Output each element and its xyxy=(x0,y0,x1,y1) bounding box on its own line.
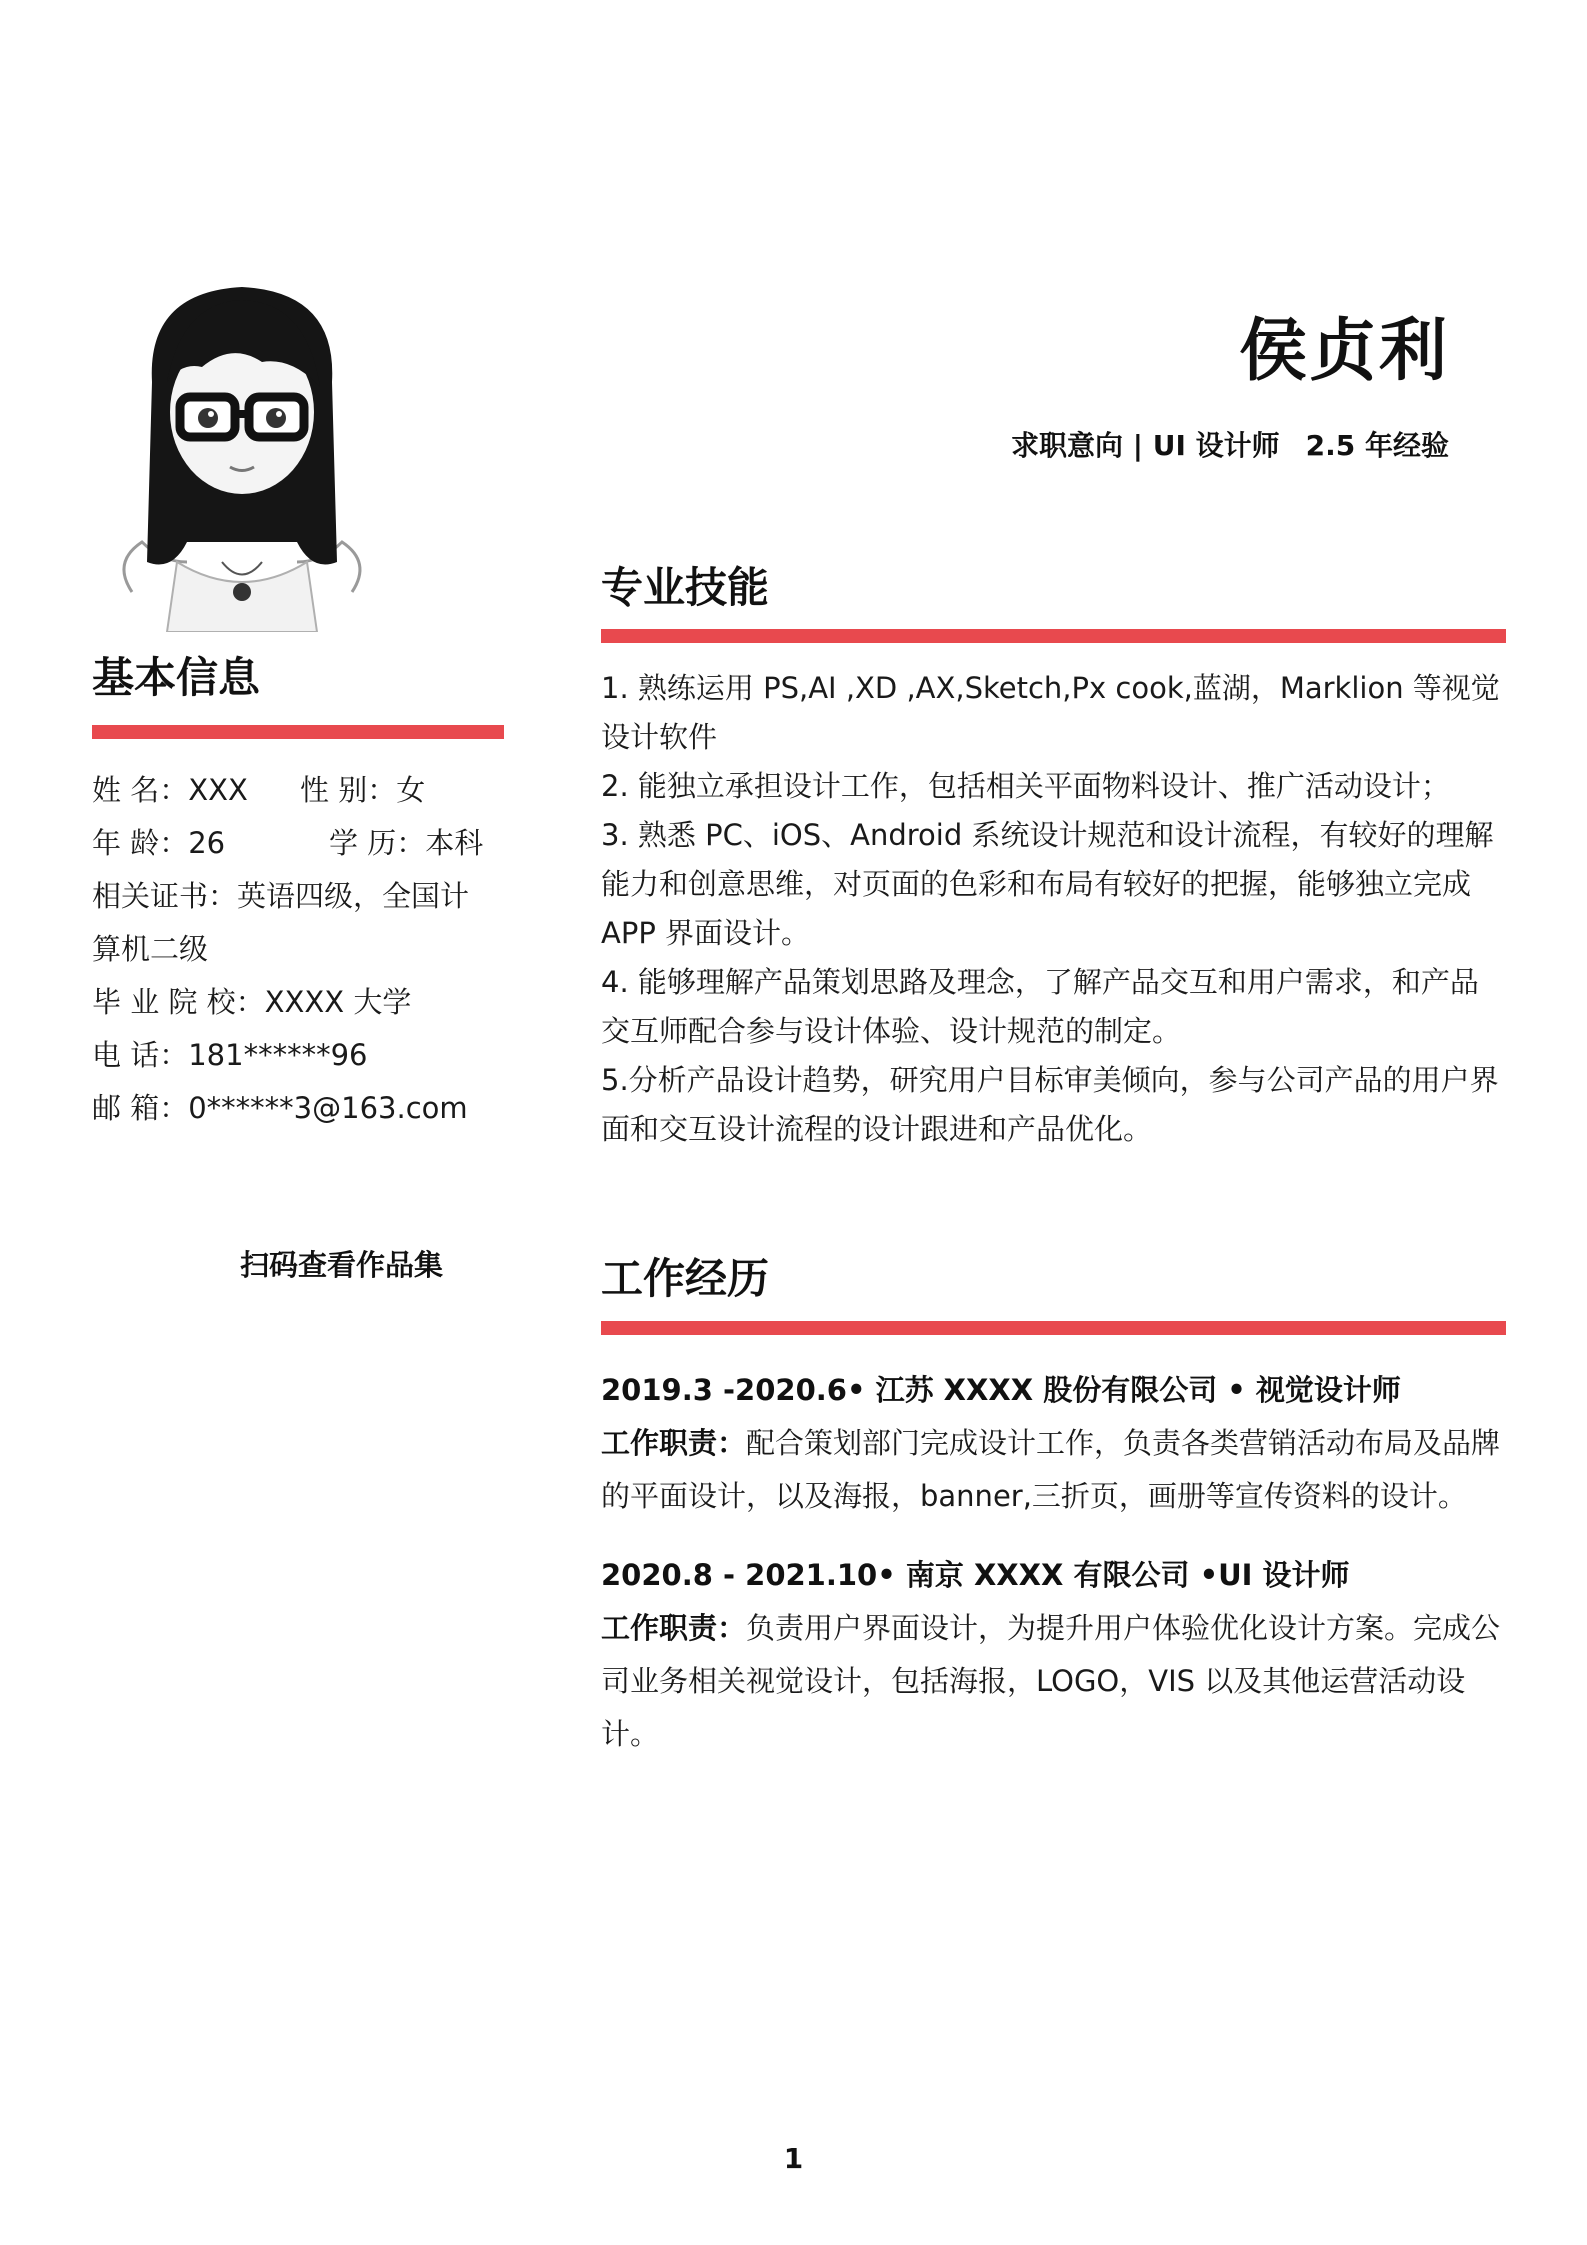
age-value: 26 xyxy=(188,826,226,860)
gender-label: 性 别： xyxy=(300,773,397,807)
school-value: XXXX 大学 xyxy=(264,985,412,1019)
job-heading: 2020.8 - 2021.10• 南京 XXXX 有限公司 •UI 设计师 xyxy=(601,1558,1350,1592)
phone-label: 电 话： xyxy=(92,1038,189,1072)
work-title: 工作经历 xyxy=(601,1254,770,1303)
gender-value: 女 xyxy=(396,773,426,807)
work-divider xyxy=(601,1321,1506,1335)
avatar xyxy=(92,262,392,632)
info-row-school xyxy=(92,976,512,1029)
job-heading: 2019.3 -2020.6• 江苏 XXXX 股份有限公司 • 视觉设计师 xyxy=(601,1373,1401,1407)
phone-value: 181******96 xyxy=(188,1038,368,1072)
job-description xyxy=(601,1602,1506,1761)
job-intent xyxy=(1011,424,1449,464)
skill-item: 3. 熟悉 PC、iOS、Android 系统设计规范和设计流程，有较好的理解能力和创意思维，对页面的色彩和布局有较好的把握，能够独立完成 APP 界面设计。 xyxy=(601,818,1494,950)
job-entry-2 xyxy=(601,1549,1506,1761)
education-value: 本科 xyxy=(425,826,484,860)
gender-pair xyxy=(300,764,425,817)
job-duty-label: 工作职责： xyxy=(601,1426,747,1460)
job-duty-text: 负责用户界面设计，为提升用户体验优化设计方案。完成公司业务相关视觉设计，包括海报，LOGO，VIS 以及其他运营活动设计。 xyxy=(601,1611,1501,1751)
skills-list xyxy=(601,664,1506,1154)
skill-item: 4. 能够理解产品策划思路及理念，了解产品交互和用户需求，和产品交互师配合参与设计体验、设计规范的制定。 xyxy=(601,965,1479,1048)
skill-item: 2. 能独立承担设计工作，包括相关平面物料设计、推广活动设计； xyxy=(601,769,1450,803)
info-row-email xyxy=(92,1082,512,1135)
cert-value: 英语四级，全国计算机二级 xyxy=(92,879,470,966)
email-label: 邮 箱： xyxy=(92,1091,189,1125)
skill-item: 5.分析产品设计趋势，研究用户目标审美倾向，参与公司产品的用户界面和交互设计流程的设计跟进和产品优化。 xyxy=(601,1063,1499,1146)
skills-divider xyxy=(601,629,1506,643)
basic-info-title: 基本信息 xyxy=(92,653,261,702)
job-duty-text: 配合策划部门完成设计工作，负责各类营销活动布局及品牌的平面设计，以及海报，banner,三折页，画册等宣传资料的设计。 xyxy=(601,1426,1501,1513)
basic-info-divider xyxy=(92,725,504,739)
skill-item: 1. 熟练运用 PS,AI ,XD ,AX,Sketch,Px cook,蓝湖，Marklion 等视觉设计软件 xyxy=(601,671,1500,754)
info-row-age-education xyxy=(92,817,512,870)
cert-label: 相关证书： xyxy=(92,879,238,913)
job-entry-1 xyxy=(601,1364,1506,1523)
education-pair xyxy=(329,817,483,870)
job-intent-title: 求职意向 | UI 设计师 xyxy=(1011,429,1280,462)
school-label: 毕 业 院 校： xyxy=(92,985,265,1019)
name-label: 姓 名： xyxy=(92,773,189,807)
education-label: 学 历： xyxy=(329,826,426,860)
name-value: XXX xyxy=(188,773,248,807)
age-label: 年 龄： xyxy=(92,826,189,860)
experience-years: 2.5 年经验 xyxy=(1305,429,1449,462)
page-number: 1 xyxy=(783,2142,804,2175)
job-description xyxy=(601,1417,1506,1523)
info-row-name-gender xyxy=(92,764,512,817)
avatar-illustration xyxy=(92,262,392,632)
info-row-phone xyxy=(92,1029,512,1082)
email-value: 0******3@163.com xyxy=(188,1091,468,1125)
basic-info-list xyxy=(92,764,512,1135)
portfolio-qr-label: 扫码查看作品集 xyxy=(240,1248,444,1282)
skills-title: 专业技能 xyxy=(601,563,770,612)
job-duty-label: 工作职责： xyxy=(601,1611,747,1645)
candidate-name: 侯贞利 xyxy=(1238,312,1449,391)
info-row-certificates xyxy=(92,870,492,976)
